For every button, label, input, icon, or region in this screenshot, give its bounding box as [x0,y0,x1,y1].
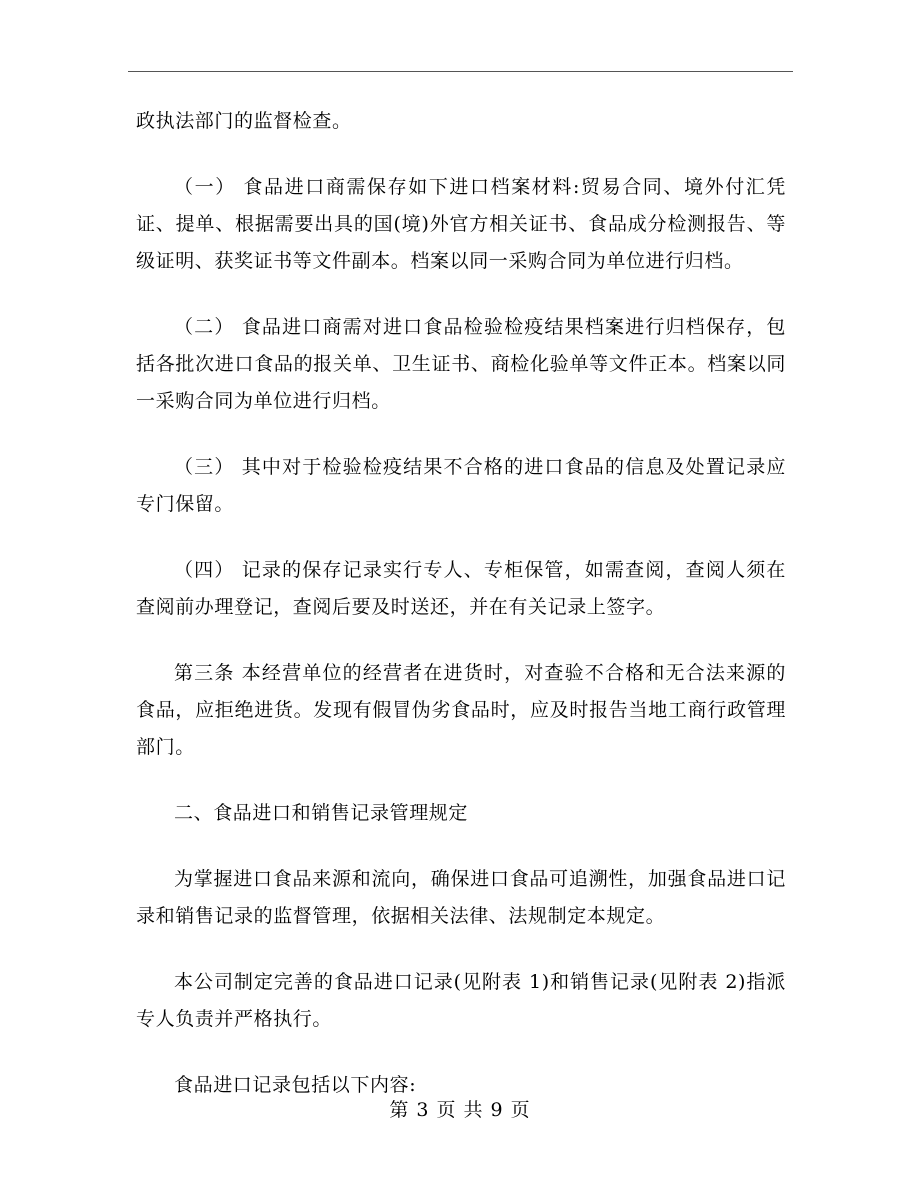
section-heading: 二、食品进口和销售记录管理规定 [174,802,469,824]
paragraph-item-3: （三） 其中对于检验检疫结果不合格的进口食品的信息及处置记录应专门保留。 [136,456,786,515]
paragraph-article-3: 第三条 本经营单位的经营者在进货时，对查验不合格和无合法来源的食品，应拒绝进货。发现有假冒伪劣食品时，应及时报告当地工商行政管理部门。 [136,662,786,758]
paragraph-continuation: 政执法部门的监督检查。 [136,110,352,132]
page-number: 第 3 页 共 9 页 [389,1099,531,1121]
paragraph-item-2: （二） 食品进口商需对进口食品检验检疫结果档案进行归档保存，包括各批次进口食品的报关单、卫生证书、商检化验单等文件正本。档案以同一采购合同为单位进行归档。 [136,316,786,412]
paragraph-records: 本公司制定完善的食品进口记录(见附表 1)和销售记录(见附表 2)指派专人负责并严格执行。 [136,971,786,1030]
header-rule [128,71,793,72]
paragraph-item-1: （一） 食品进口商需保存如下进口档案材料:贸易合同、境外付汇凭证、提单、根据需要出具的国(境)外官方相关证书、食品成分检测报告、等级证明、获奖证书等文件副本。档案以同一采购合同为单位进行归档。 [136,176,786,272]
document-body [136,103,786,1133]
paragraph-purpose: 为掌握进口食品来源和流向，确保进口食品可追溯性，加强食品进口记录和销售记录的监督管理，依据相关法律、法规制定本规定。 [136,868,786,927]
paragraph-list-intro: 食品进口记录包括以下内容: [174,1074,417,1096]
paragraph-item-4: （四） 记录的保存记录实行专人、专柜保管，如需查阅，查阅人须在查阅前办理登记，查阅后要及时送还，并在有关记录上签字。 [136,559,786,618]
